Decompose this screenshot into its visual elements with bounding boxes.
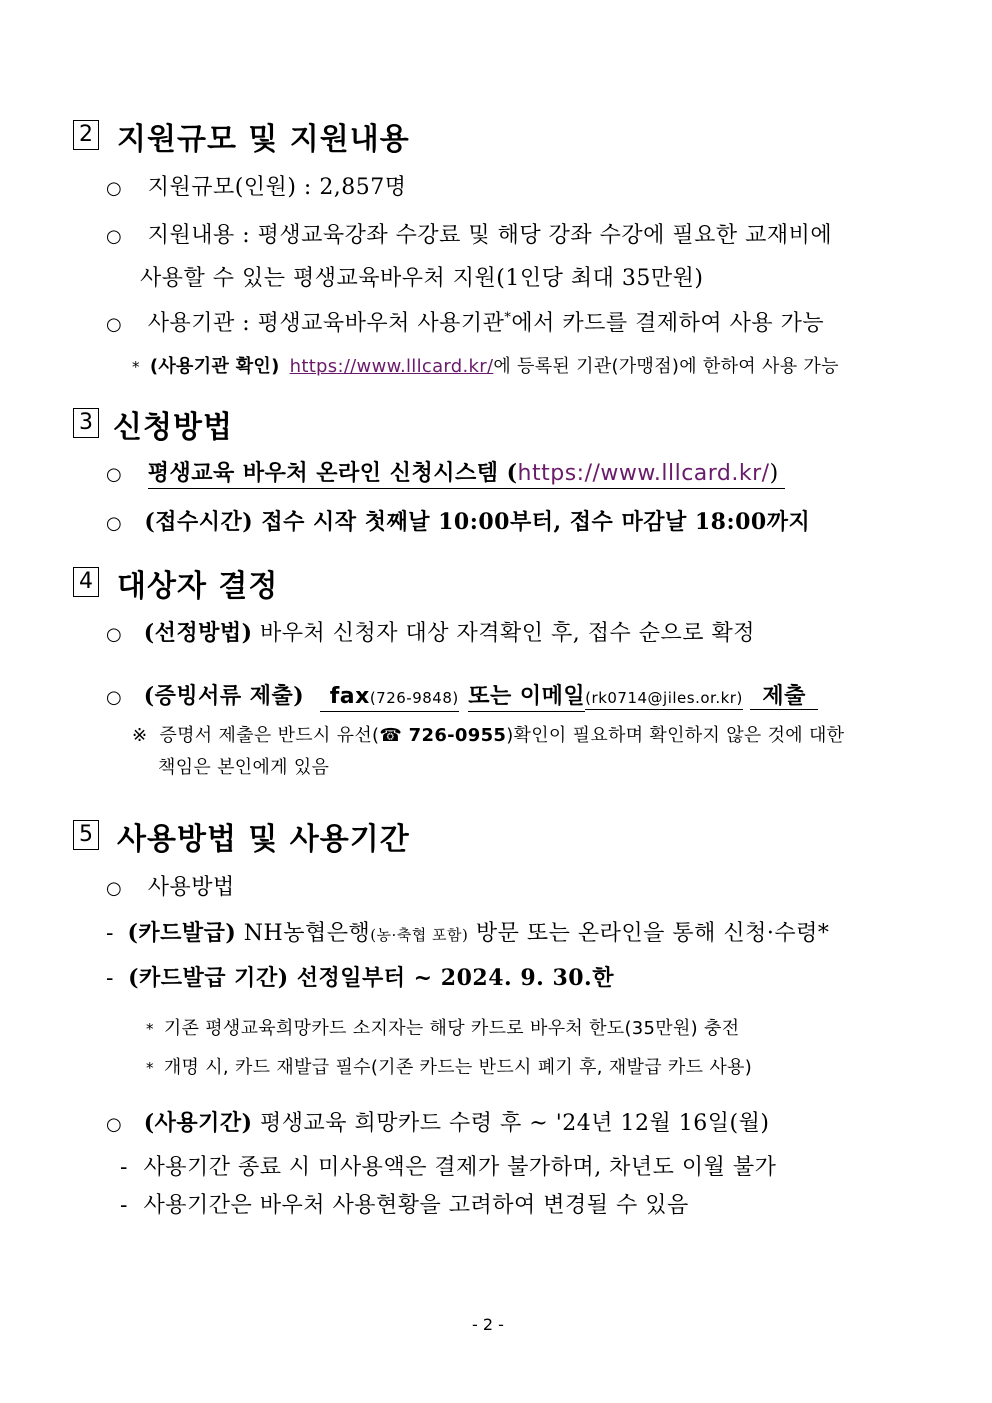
list-item <box>106 505 810 536</box>
lllcard-link[interactable]: https://www.lllcard.kr/ <box>289 356 494 377</box>
list-item <box>106 961 614 992</box>
footnote-star: * <box>504 310 512 326</box>
footnote-bold: (사용기관 확인) <box>149 356 280 377</box>
warning-note <box>132 721 844 747</box>
card-issue-text: 방문 또는 온라인을 통해 신청·수령* <box>468 921 830 946</box>
footnote-text: 기존 평생교육희망카드 소지자는 해당 카드로 바우처 한도(35만원) 충전 <box>163 1018 740 1039</box>
section-title: 대상자 결정 <box>117 569 279 604</box>
list-item <box>106 679 818 710</box>
section-number-box: 5 <box>73 820 99 850</box>
fax-label: fax <box>329 684 370 709</box>
support-scale-value: 2,857명 <box>319 175 407 200</box>
period-note-text: 사용기간은 바우처 사용현황을 고려하여 변경될 수 있음 <box>143 1193 689 1218</box>
bullet: ○ <box>106 226 123 247</box>
bullet: ○ <box>106 878 123 899</box>
submit-label: 제출 <box>750 683 818 710</box>
list-item <box>106 616 755 647</box>
section-number-box: 4 <box>73 567 99 597</box>
list-item <box>106 218 832 249</box>
bank-name: NH농협은행 <box>236 921 371 946</box>
or-email-label: 또는 이메일 <box>468 683 585 712</box>
bullet: ○ <box>106 178 123 199</box>
footnote <box>132 352 839 378</box>
separator: : <box>296 175 320 200</box>
section-title: 지원규모 및 지원내용 <box>117 122 410 157</box>
support-content-text-cont: 사용할 수 있는 평생교육바우처 지원(1인당 최대 35만원) <box>140 266 704 291</box>
footnote-text: 개명 시, 카드 재발급 필수(기존 카드는 반드시 폐기 후, 재발급 카드 사용) <box>163 1057 753 1078</box>
warning-text-end: )확인이 필요하며 확인하지 않은 것에 대한 <box>506 725 845 746</box>
dash: - <box>120 1193 128 1218</box>
usage-method-label: 사용방법 <box>147 875 235 900</box>
footnote <box>146 1014 739 1040</box>
bullet: ○ <box>106 624 123 645</box>
footnote-star: * <box>132 358 140 376</box>
period-note-text: 사용기간 종료 시 미사용액은 결제가 불가하며, 차년도 이월 불가 <box>143 1155 777 1180</box>
list-item <box>106 870 235 901</box>
dash: - <box>106 921 114 946</box>
fax-info <box>320 684 459 712</box>
support-scale-label: 지원규모(인원) <box>147 175 297 200</box>
list-item <box>106 1106 769 1137</box>
usage-period-text: 평생교육 희망카드 수령 후 ~ '24년 12월 16일(월) <box>252 1111 770 1136</box>
dash: - <box>120 1155 128 1180</box>
usage-org-text: 평생교육바우처 사용기관 <box>257 311 505 336</box>
usage-period-label: (사용기간) <box>143 1110 253 1136</box>
support-content-label: 지원내용 : <box>147 223 258 248</box>
online-system-line <box>148 461 785 489</box>
card-issue-period: (카드발급 기간) 선정일부터 ~ 2024. 9. 30.한 <box>128 965 614 991</box>
phone-number: ☎ 726-0955 <box>379 725 507 746</box>
online-system-text: 평생교육 바우처 온라인 신청시스템 ( <box>147 460 518 486</box>
document-submit-label: (증빙서류 제출) <box>143 683 305 709</box>
list-item <box>106 306 824 337</box>
bullet: ○ <box>106 314 123 335</box>
footnote-text: 에 등록된 기관(가맹점)에 한하여 사용 가능 <box>493 356 839 377</box>
selection-method-label: (선정방법) <box>143 620 253 646</box>
list-item <box>120 1150 776 1181</box>
reception-time-text: (접수시간) 접수 시작 첫째날 10:00부터, 접수 마감날 18:00까지 <box>144 509 811 535</box>
section-title: 신청방법 <box>113 410 233 445</box>
selection-method-text: 바우처 신청자 대상 자격확인 후, 접수 순으로 확정 <box>252 621 756 646</box>
section-title: 사용방법 및 사용기간 <box>117 822 410 857</box>
section-number-box: 3 <box>73 408 99 438</box>
footnote-star: * <box>146 1020 154 1038</box>
card-issue-label: (카드발급) <box>127 920 237 946</box>
usage-org-label: 사용기관 : <box>147 311 258 336</box>
page-number: - 2 - <box>472 1315 504 1334</box>
list-item <box>106 456 785 487</box>
dash: - <box>106 966 114 991</box>
paren-close: ) <box>769 461 779 486</box>
bullet: ○ <box>106 687 123 708</box>
fax-number: (726-9848) <box>369 689 459 707</box>
bullet: ○ <box>106 513 123 534</box>
bank-note: (농·축협 포함) <box>370 926 469 944</box>
support-content-text: 평생교육강좌 수강료 및 해당 강좌 수강에 필요한 교재비에 <box>257 223 833 248</box>
section-number-box: 2 <box>73 120 99 150</box>
warning-text: 증명서 제출은 반드시 유선( <box>159 725 380 746</box>
footnote-star: * <box>146 1059 154 1077</box>
list-item <box>106 916 829 947</box>
bullet: ○ <box>106 1114 123 1135</box>
list-item <box>120 1188 689 1219</box>
warning-text-cont: 책임은 본인에게 있음 <box>158 757 330 778</box>
usage-org-text-end: 에서 카드를 결제하여 사용 가능 <box>511 311 825 336</box>
footnote <box>146 1053 752 1079</box>
reference-mark: ※ <box>132 725 148 746</box>
bullet: ○ <box>106 464 123 485</box>
email-address: (rk0714@jiles.or.kr) <box>585 689 743 710</box>
list-item <box>106 170 407 201</box>
lllcard-link[interactable]: https://www.lllcard.kr/ <box>517 461 770 486</box>
